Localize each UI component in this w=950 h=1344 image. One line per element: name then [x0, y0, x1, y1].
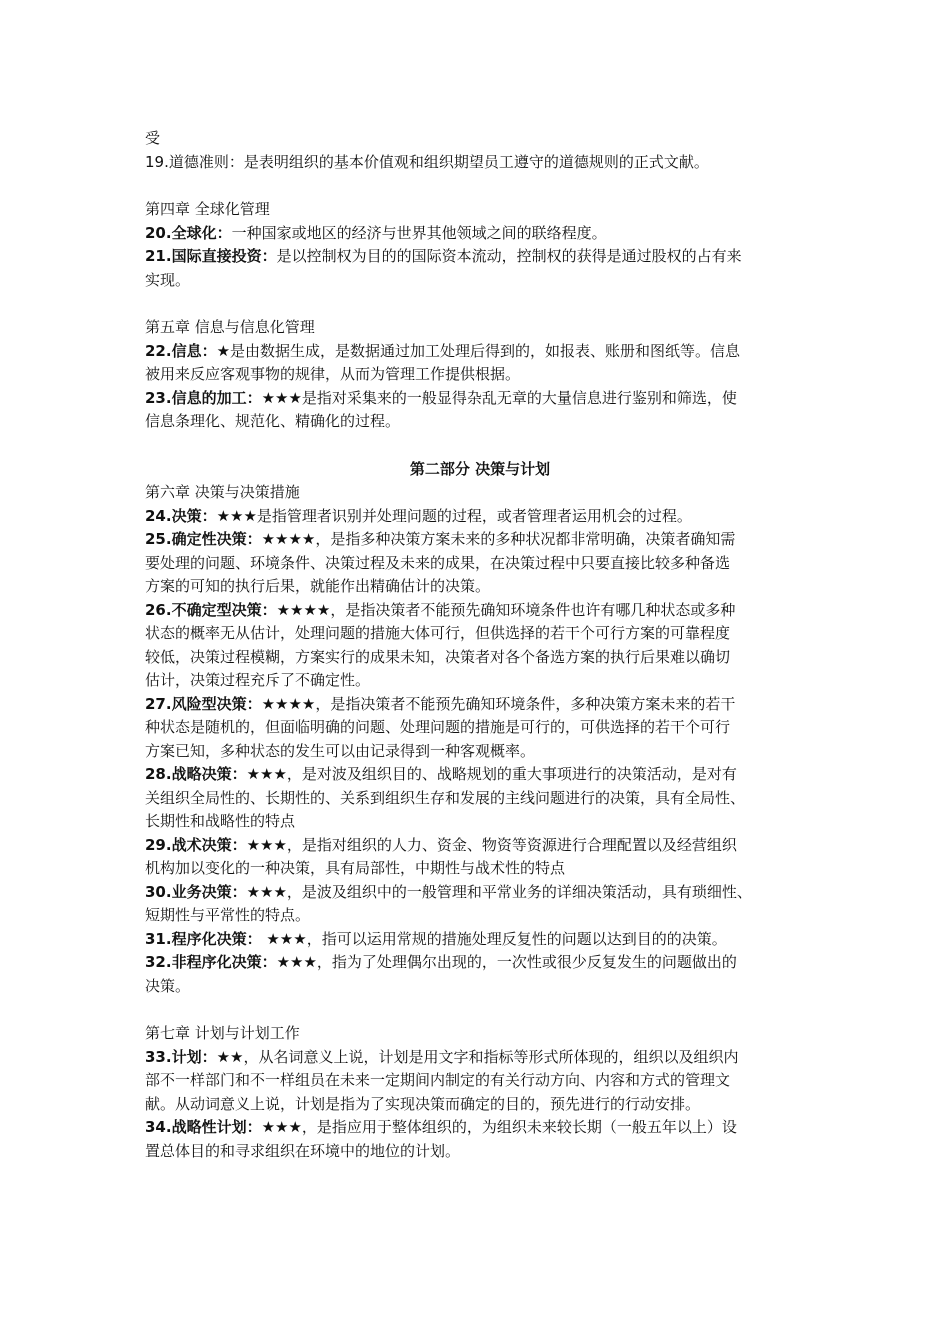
line-text: [145, 693, 815, 717]
line-content: 种状态是随机的，但面临明确的问题、处理问题的措施是可行的，可供选择的若干个可行: [145, 718, 731, 736]
line-text: [145, 716, 815, 740]
term-label: 20.全球化：: [145, 223, 232, 242]
line-content: 机构加以变化的一种决策，具有局部性，中期性与战术性的特点: [145, 859, 566, 877]
line-text: [145, 575, 815, 599]
line-content: 方案已知，多种状态的发生可以由记录得到一种客观概率。: [145, 741, 536, 760]
definition-entry: [145, 387, 815, 434]
line-content: ★★★，是指应用于整体组织的，为组织未来较长期（一般五年以上）设: [261, 1118, 737, 1136]
paragraph-gap: [145, 292, 815, 316]
term-label: 32.非程序化决策：: [145, 953, 277, 971]
line-content: ★★★，是波及组织中的一般管理和平常业务的详细决策活动，具有琐细性、: [246, 882, 752, 901]
text-line: [145, 127, 815, 151]
line-text: [145, 763, 815, 787]
definition-entry: [145, 1116, 815, 1163]
line-content: 短期性与平常性的特点。: [145, 906, 311, 924]
line-text: [145, 151, 815, 175]
term-label: 33.计划：: [145, 1047, 217, 1066]
term-label: 23.信息的加工：: [145, 388, 262, 407]
definition-entry: [145, 340, 815, 387]
term-label: 34.战略性计划：: [145, 1118, 262, 1136]
line-content: 献。从动词意义上说，计划是指为了实现决策而确定的目的，预先进行的行动安排。: [145, 1094, 701, 1113]
definition-entry: [145, 528, 815, 599]
line-text: [145, 1093, 815, 1117]
definition-entry: [145, 1046, 815, 1117]
line-text: [145, 669, 815, 693]
document-page: [145, 127, 815, 1163]
line-content: 第二部分 决策与计划: [409, 459, 551, 478]
line-content: 关组织全局性的、长期性的、关系到组织生存和发展的主线问题进行的决策，具有全局性、: [145, 788, 746, 807]
line-content: 第五章 信息与信息化管理: [145, 318, 315, 336]
line-content: 第六章 决策与决策措施: [145, 483, 300, 501]
definition-entry: [145, 151, 815, 175]
line-content: 方案的可知的执行后果，就能作出精确估计的决策。: [145, 577, 491, 595]
line-text: [145, 740, 815, 764]
line-text: [145, 1116, 815, 1140]
line-content: 第七章 计划与计划工作: [145, 1024, 300, 1042]
line-text: [145, 951, 815, 975]
line-text: [145, 458, 815, 482]
definition-entry: [145, 505, 815, 529]
line-text: [145, 857, 815, 881]
line-content: ★★★★，是指多种决策方案未来的多种状况都非常明确，决策者确知需: [261, 530, 736, 548]
line-content: ★是由数据生成，是数据通过加工处理后得到的，如报表、账册和图纸等。信息: [216, 341, 741, 360]
line-content: 要处理的问题、环境条件、决策过程及未来的成果，在决策过程中只要直接比较多种备选: [145, 553, 731, 572]
term-label: 21.国际直接投资：: [145, 247, 277, 265]
line-text: [145, 622, 815, 646]
line-content: ★★★，是对波及组织目的、战略规划的重大事项进行的决策活动，是对有: [246, 765, 737, 783]
definition-entry: [145, 881, 815, 928]
term-label: 27.风险型决策：: [145, 694, 262, 713]
line-text: [145, 198, 815, 222]
text-line: [145, 481, 815, 505]
line-content: ★★★是指对采集来的一般显得杂乱无章的大量信息进行鉴别和筛选，使: [261, 388, 737, 407]
line-content: 状态的概率无从估计，处理问题的措施大体可行，但供选择的若干个可行方案的可靠程度: [145, 624, 731, 642]
text-line: [145, 1022, 815, 1046]
term-label: 24.决策：: [145, 506, 217, 525]
line-content: ★★★★，是指决策者不能预先确知环境条件也许有哪几种状态或多种: [276, 600, 736, 619]
line-content: ★★，从名词意义上说，计划是用文字和指标等形式所体现的，组织以及组织内: [216, 1047, 739, 1066]
term-label: 26.不确定型决策：: [145, 600, 277, 619]
line-text: [145, 363, 815, 387]
line-text: [145, 552, 815, 576]
line-content: ★★★★，是指决策者不能预先确知环境条件，多种决策方案未来的若干: [261, 694, 736, 713]
line-text: [145, 1140, 815, 1164]
line-text: [145, 904, 815, 928]
line-content: 决策。: [145, 976, 191, 995]
line-content: 估计，决策过程充斥了不确定性。: [145, 671, 371, 689]
line-content: 较低，决策过程模糊，方案实行的成果未知，决策者对各个备选方案的执行后果难以确切: [145, 647, 731, 666]
part-heading: [145, 458, 815, 482]
line-content: 是以控制权为目的的国际资本流动，控制权的获得是通过股权的占有来: [276, 247, 742, 265]
line-text: [145, 340, 815, 364]
line-text: [145, 505, 815, 529]
term-label: 25.确定性决策：: [145, 530, 262, 548]
line-content: 部不一样部门和不一样组员在未来一定期间内制定的有关行动方向、内容和方式的管理文: [145, 1071, 731, 1089]
text-line: [145, 316, 815, 340]
line-content: 一种国家或地区的经济与世界其他领域之间的联络程度。: [231, 223, 607, 242]
definition-entry: [145, 222, 815, 246]
line-text: [145, 1046, 815, 1070]
line-content: ★★★是指管理者识别并处理问题的过程，或者管理者运用机会的过程。: [216, 506, 692, 525]
definition-entry: [145, 834, 815, 881]
line-text: [145, 881, 815, 905]
line-text: [145, 646, 815, 670]
line-text: [145, 599, 815, 623]
definition-entry: [145, 245, 815, 292]
definition-entry: [145, 599, 815, 693]
line-content: 信息条理化、规范化、精确化的过程。: [145, 412, 401, 430]
line-content: 置总体目的和寻求组织在环境中的地位的计划。: [145, 1141, 461, 1160]
term-label: 29.战术决策：: [145, 835, 247, 854]
line-text: [145, 269, 815, 293]
line-text: [145, 222, 815, 246]
paragraph-gap: [145, 998, 815, 1022]
line-text: [145, 1022, 815, 1046]
line-text: [145, 528, 815, 552]
term-label: 30.业务决策：: [145, 882, 247, 901]
text-line: [145, 198, 815, 222]
line-content: 长期性和战略性的特点: [145, 812, 296, 830]
line-content: ★★★，指为了处理偶尔出现的，一次性或很少反复发生的问题做出的: [276, 953, 737, 971]
line-content: 第四章 全球化管理: [145, 200, 270, 218]
line-content: 19.道德准则：是表明组织的基本价值观和组织期望员工遵守的道德规则的正式文献。: [145, 152, 709, 171]
line-text: [145, 127, 815, 151]
line-text: [145, 410, 815, 434]
line-text: [145, 928, 815, 952]
paragraph-gap: [145, 174, 815, 198]
line-content: 被用来反应客观事物的规律，从而为管理工作提供根据。: [145, 365, 521, 383]
line-content: 实现。: [145, 270, 191, 289]
definition-entry: [145, 763, 815, 834]
definition-entry: [145, 951, 815, 998]
definition-entry: [145, 928, 815, 952]
line-text: [145, 810, 815, 834]
line-content: ★★★，指可以运用常规的措施处理反复性的问题以达到目的的决策。: [261, 929, 727, 948]
line-text: [145, 316, 815, 340]
line-text: [145, 1069, 815, 1093]
line-text: [145, 834, 815, 858]
term-label: 28.战略决策：: [145, 765, 247, 783]
term-label: 22.信息：: [145, 341, 217, 360]
line-text: [145, 245, 815, 269]
term-label: 31.程序化决策：: [145, 929, 262, 948]
line-content: ★★★，是指对组织的人力、资金、物资等资源进行合理配置以及经营组织: [246, 835, 737, 854]
paragraph-gap: [145, 434, 815, 458]
line-text: [145, 787, 815, 811]
line-content: 受: [145, 129, 161, 147]
line-text: [145, 975, 815, 999]
line-text: [145, 387, 815, 411]
line-text: [145, 481, 815, 505]
definition-entry: [145, 693, 815, 764]
